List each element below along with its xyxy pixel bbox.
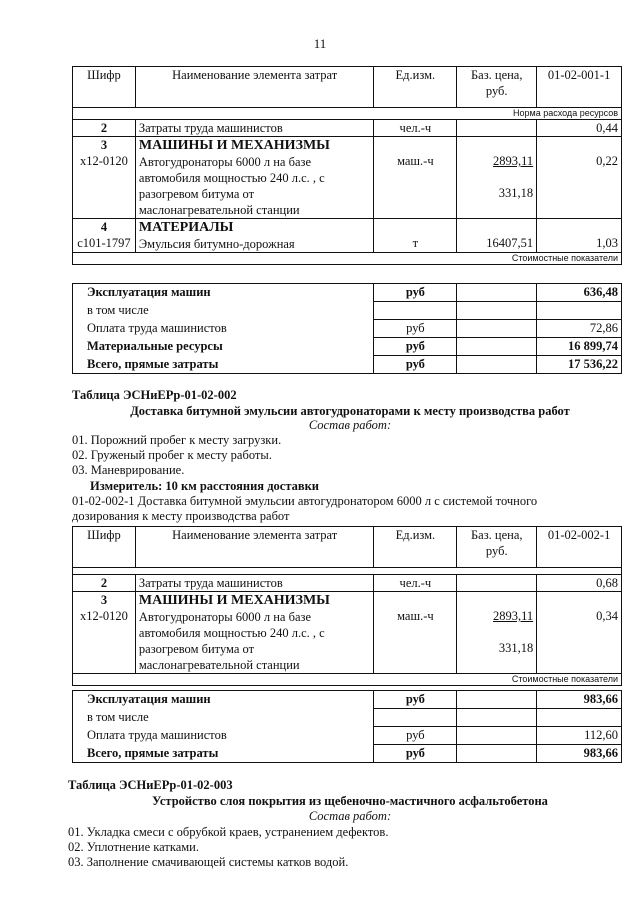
table-row: 3 х12-0120 МАШИНЫ И МЕХАНИЗМЫ Автогудронаторы 6000 л на базе автомобиля мощностью 240 л.с. , с разогревом битума от маслонагревательной станции маш.-ч 2893,11 331,18 0,22 [73,137,622,219]
measure-unit: Измеритель: 10 км расстояния доставки [90,479,320,493]
table-row: 2 Затраты труда машинистов чел.-ч 0,44 [73,120,622,137]
composition-label-3: Состав работ: [308,809,392,823]
table-header-row: Шифр Наименование элемента затрат Ед.изм. Баз. цена, руб. 01-02-002-1 [73,527,622,568]
header-unit: Ед.изм. [374,67,457,108]
table-row: 4 с101-1797 МАТЕРИАЛЫ Эмульсия битумно-дорожная т 16407,51 1,03 [73,219,622,253]
table-title-3: Таблица ЭСНиЕРр-01-02-003 [68,778,233,792]
norm-label: Норма расхода ресурсов [73,108,622,120]
work-step: 01. Порожний пробег к месту загрузки. [72,433,282,447]
cost-summary-table-1: Эксплуатация машин руб 636,48 в том числе Оплата труда машинистов руб 72,86 Материальные ресурсы руб 16 899,74 Всего, прямые затраты руб 17 536,22 [72,283,622,374]
resource-table-1 [72,66,622,265]
cost-summary-table-2: Эксплуатация машин руб 983,66 в том числе Оплата труда машинистов руб 112,60 Всего, прямые затраты руб 983,66 [72,690,622,763]
header-norm-code: 01-02-001-1 [537,67,622,108]
table-row: 3 х12-0120 МАШИНЫ И МЕХАНИЗМЫ Автогудронаторы 6000 л на базе автомобиля мощностью 240 л.с. , с разогревом битума от маслонагревательной станции маш.-ч 2893,11 331,18 0,34 [73,592,622,674]
page-number: 11 [313,36,327,51]
work-step: 03. Маневрирование. [72,463,185,477]
cost-label: Стоимостные показатели [73,253,622,265]
work-step: 02. Уплотнение катками. [68,840,199,854]
work-step: 03. Заполнение смачивающей системы катков водой. [68,855,349,869]
composition-label-2: Состав работ: [308,418,392,432]
section-heading-2: Доставка битумной эмульсии автогудронаторами к месту производства работ [130,404,570,418]
header-name: Наименование элемента затрат [135,67,374,108]
table-row: 2 Затраты труда машинистов чел.-ч 0,68 [73,575,622,592]
table-title-2: Таблица ЭСНиЕРр-01-02-002 [72,388,237,402]
work-step: 01. Укладка смеси с обрубкой краев, устранением дефектов. [68,825,389,839]
header-code: Шифр [73,67,136,108]
work-step: 02. Груженый пробег к месту работы. [72,448,272,462]
norm-description: дозирования к месту производства работ [72,509,290,523]
header-base-price: Баз. цена, руб. [457,67,537,108]
cost-label: Стоимостные показатели [73,674,622,686]
table-header-row [73,67,622,108]
norm-description: 01-02-002-1 Доставка битумной эмульсии автогудронатором 6000 л с системой точного [72,494,538,508]
resource-table-2 [72,526,622,686]
section-heading-3: Устройство слоя покрытия из щебеночно-мастичного асфальтобетона [152,794,548,808]
